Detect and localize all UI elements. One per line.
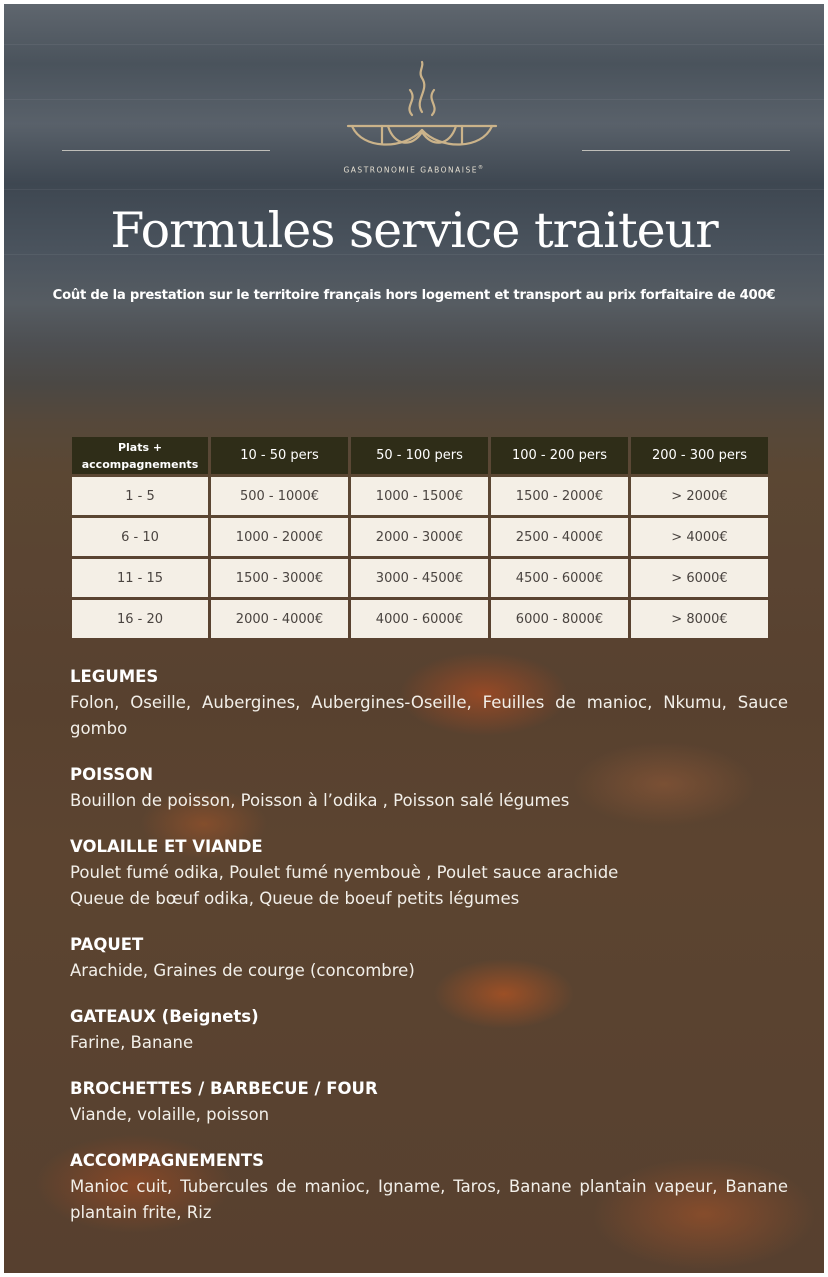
section-heading: ACCOMPAGNEMENTS [70,1151,265,1170]
price-cell: 6000 - 8000€ [491,600,628,638]
row-label: 6 - 10 [72,518,208,556]
price-table-header [72,437,768,474]
menu-section-gateaux [70,1004,788,1056]
menu-poster [4,4,824,1273]
price-cell: 1000 - 1500€ [351,477,488,515]
section-items: Farine, Banane [70,1033,194,1052]
section-heading: GATEAUX (Beignets) [70,1007,259,1026]
section-items: Manioc cuit, Tubercules de manioc, Igname, Taros, Banane plantain vapeur, Banane plantain frite, Riz [70,1177,788,1222]
price-table [69,434,771,641]
section-items: Folon, Oseille, Aubergines, Aubergines-Oseille, Feuilles de manioc, Nkumu, Sauce gombo [70,693,788,738]
price-cell: 2000 - 3000€ [351,518,488,556]
header-col: 10 - 50 pers [211,437,348,474]
steaming-bowl-logo-icon [342,60,502,150]
price-cell: 1500 - 2000€ [491,477,628,515]
price-subtitle: Coût de la prestation sur le territoire français hors logement et transport au prix forfaitaire de 400€ [52,288,776,303]
section-heading: VOLAILLE ET VIANDE [70,837,263,856]
table-row [72,559,768,597]
menu-section-brochettes [70,1076,788,1128]
section-items: Queue de bœuf odika, Queue de boeuf petits légumes [70,889,520,908]
table-row [72,518,768,556]
price-cell: > 8000€ [631,600,768,638]
section-items: Poulet fumé odika, Poulet fumé nyembouè , Poulet sauce arachide [70,863,619,882]
menu-section-volaille-viande [70,834,788,912]
price-cell: 4000 - 6000€ [351,600,488,638]
price-cell: 1500 - 3000€ [211,559,348,597]
menu-sections [70,664,788,1246]
section-heading: POISSON [70,765,154,784]
price-cell: > 6000€ [631,559,768,597]
section-heading: BROCHETTES / BARBECUE / FOUR [70,1079,378,1098]
section-items: Bouillon de poisson, Poisson à l’odika , Poisson salé légumes [70,791,570,810]
divider-left [62,150,270,151]
price-cell: 2500 - 4000€ [491,518,628,556]
table-row [72,477,768,515]
price-cell: > 2000€ [631,477,768,515]
price-cell: 1000 - 2000€ [211,518,348,556]
brand-name: GASTRONOMIE GABONAISE® [343,165,485,175]
header-col: 100 - 200 pers [491,437,628,474]
price-cell: > 4000€ [631,518,768,556]
section-items: Arachide, Graines de courge (concombre) [70,961,415,980]
header-col: 200 - 300 pers [631,437,768,474]
row-label: 11 - 15 [72,559,208,597]
section-items: Viande, volaille, poisson [70,1105,270,1124]
section-heading: LEGUMES [70,667,159,686]
row-label: 16 - 20 [72,600,208,638]
menu-section-accompagnements [70,1148,788,1226]
row-label: 1 - 5 [72,477,208,515]
section-heading: PAQUET [70,935,144,954]
price-cell: 500 - 1000€ [211,477,348,515]
price-cell: 2000 - 4000€ [211,600,348,638]
header-col: 50 - 100 pers [351,437,488,474]
menu-section-paquet [70,932,788,984]
price-cell: 4500 - 6000€ [491,559,628,597]
menu-section-legumes [70,664,788,742]
header-corner: Plats + accompagnements [72,437,208,474]
page-title: Formules service traiteur [110,202,718,259]
price-cell: 3000 - 4500€ [351,559,488,597]
menu-section-poisson [70,762,788,814]
table-row [72,600,768,638]
divider-right [582,150,790,151]
